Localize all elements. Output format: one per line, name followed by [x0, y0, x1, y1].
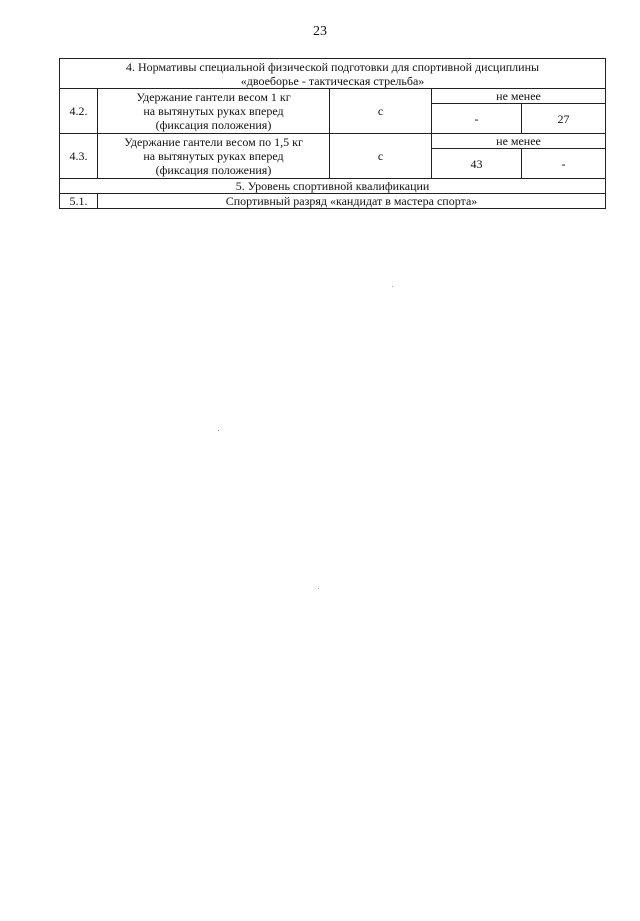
row-description-line: на вытянутых руках вперед [143, 104, 284, 118]
row-unit: с [330, 89, 432, 134]
row-description-line: Удержание гантели весом 1 кг [136, 90, 291, 104]
row-description-line: (фиксация положения) [155, 163, 272, 177]
row-norm-header: не менее [432, 134, 606, 149]
scan-speck [218, 430, 219, 431]
row-value-1: - [432, 104, 522, 134]
row-number: 4.2. [60, 89, 98, 134]
row-text: Спортивный разряд «кандидат в мастера спорта» [98, 194, 606, 209]
section5-title: 5. Уровень спортивной квалификации [60, 179, 606, 194]
row-number: 4.3. [60, 134, 98, 179]
row-value-2: - [522, 149, 606, 179]
row-description-line: Удержание гантели весом по 1,5 кг [124, 135, 303, 149]
row-value-2: 27 [522, 104, 606, 134]
section4-title [60, 59, 606, 89]
section4-title-line1: 4. Нормативы специальной физической подготовки для спортивной дисциплины [125, 59, 540, 74]
table-row [60, 89, 606, 104]
scan-speck [318, 588, 319, 589]
norms-table [59, 58, 606, 209]
scan-speck [392, 286, 393, 287]
row-number: 5.1. [60, 194, 98, 209]
section4-title-line2: «двоеборье - тактическая стрельба» [240, 73, 425, 88]
table-row [60, 134, 606, 149]
row-norm-header: не менее [432, 89, 606, 104]
row-value-1: 43 [432, 149, 522, 179]
table-row [60, 194, 606, 209]
row-unit: с [330, 134, 432, 179]
row-description [98, 89, 330, 134]
row-description-line: на вытянутых руках вперед [143, 149, 284, 163]
section5-header-row [60, 179, 606, 194]
section4-header-row [60, 59, 606, 89]
row-description-line: (фиксация положения) [155, 118, 272, 132]
row-description [98, 134, 330, 179]
page-number: 23 [313, 24, 327, 39]
